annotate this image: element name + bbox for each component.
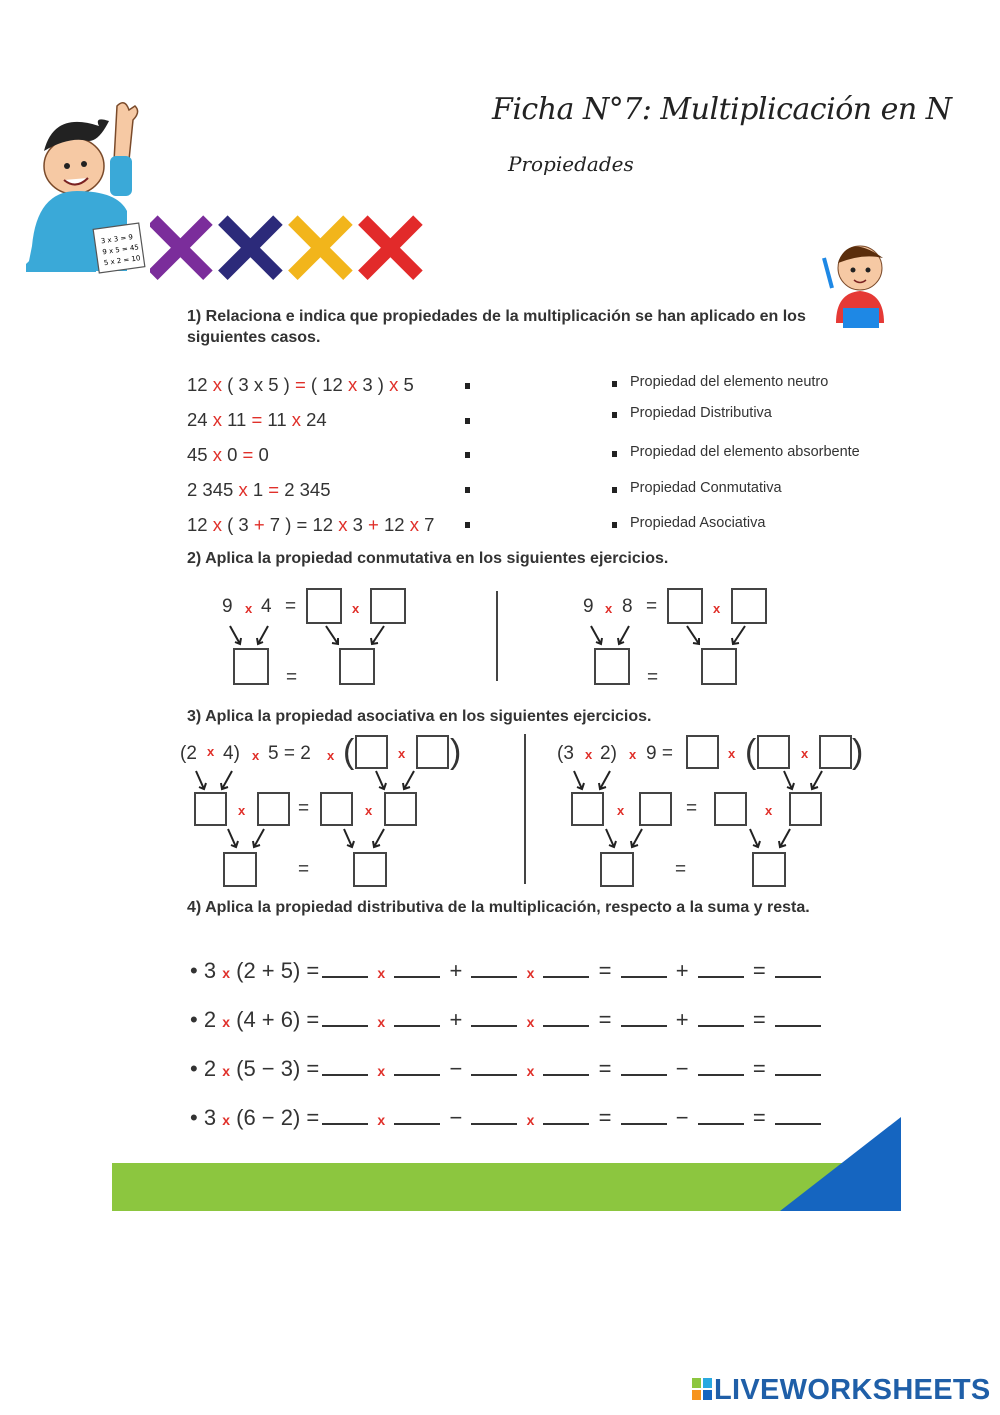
match-dot-right[interactable] [612, 451, 617, 457]
answer-blank[interactable] [471, 1011, 517, 1027]
arrows [598, 826, 798, 852]
yellow-times-icon [288, 215, 353, 280]
expression-distributive: 12 x ( 3 + 7 ) = 12 x 3 + 12 x 7 [187, 514, 435, 535]
equals-sign: = [298, 798, 310, 819]
answer-blank[interactable] [543, 1060, 589, 1076]
answer-blank[interactable] [322, 1060, 368, 1076]
match-dot-left[interactable] [465, 487, 470, 493]
match-dot-left[interactable] [465, 452, 470, 458]
answer-blank[interactable] [621, 1011, 667, 1027]
arrows [222, 622, 392, 650]
answer-box[interactable] [731, 588, 767, 624]
times-sign: x [801, 746, 809, 761]
answer-box[interactable] [233, 648, 269, 685]
answer-blank[interactable] [543, 1011, 589, 1027]
section2-heading: 2) Aplica la propiedad conmutativa en los siguientes ejercicios. [187, 550, 669, 567]
times-sign: x [398, 746, 406, 761]
answer-box[interactable] [686, 735, 719, 769]
match-dot-left[interactable] [465, 418, 470, 424]
match-dot-left[interactable] [465, 522, 470, 528]
answer-blank[interactable] [698, 1011, 744, 1027]
property-option: Propiedad Asociativa [630, 515, 766, 531]
match-dot-right[interactable] [612, 381, 617, 387]
answer-box[interactable] [339, 648, 375, 685]
svg-text:3 x 3 = 9: 3 x 3 = 9 [100, 232, 134, 246]
arrows [220, 826, 390, 852]
worksheet-title: Ficha N°7: Multiplicación en N [492, 92, 952, 127]
answer-blank[interactable] [621, 1060, 667, 1076]
worksheet-subtitle: Propiedades [508, 152, 634, 176]
match-dot-right[interactable] [612, 487, 617, 493]
times-sign: x [765, 803, 773, 818]
property-option: Propiedad Conmutativa [630, 480, 782, 496]
match-dot-right[interactable] [612, 522, 617, 528]
section1-heading: 1) Relaciona e indica que propiedades de la multiplicación se han aplicado en los siguientes casos. [187, 308, 806, 346]
times-sign: x [207, 744, 215, 759]
times-sign: x [252, 748, 260, 763]
liveworksheets-brand[interactable]: LIVEWORKSHEETS [714, 1374, 991, 1406]
times-sign: x [365, 803, 373, 818]
colored-multiplication-signs [150, 210, 435, 280]
boy-raising-hand-illustration [22, 96, 152, 281]
answer-blank[interactable] [621, 1109, 667, 1125]
arrows [188, 768, 418, 794]
answer-blank[interactable] [394, 1109, 440, 1125]
answer-blank[interactable] [621, 962, 667, 978]
answer-blank[interactable] [471, 1109, 517, 1125]
assoc-left-c: 5 = 2 [268, 743, 311, 764]
times-sign: x [713, 601, 721, 616]
section3-heading: 3) Aplica la propiedad asociativa en los siguientes ejercicios. [187, 708, 652, 725]
answer-box[interactable] [752, 852, 786, 887]
answer-blank[interactable] [394, 1060, 440, 1076]
answer-box[interactable] [789, 792, 822, 826]
answer-box[interactable] [320, 792, 353, 826]
assoc-left-a: (2 [180, 743, 197, 764]
expression-commutative: 24 x 11 = 11 x 24 [187, 409, 327, 430]
assoc-right-b: 2) [600, 743, 617, 764]
answer-box[interactable] [714, 792, 747, 826]
svg-text:5 x 2 = 10: 5 x 2 = 10 [103, 254, 141, 268]
distributive-row: • 2 x (5 − 3) = x − x = − = [190, 1056, 824, 1082]
times-sign: x [617, 803, 625, 818]
assoc-left-b: 4) [223, 743, 240, 764]
times-sign: x [238, 803, 246, 818]
times-sign: x [629, 747, 637, 762]
property-option: Propiedad Distributiva [630, 405, 772, 421]
open-paren: ( [343, 733, 355, 771]
answer-box[interactable] [370, 588, 406, 624]
answer-blank[interactable] [775, 1060, 821, 1076]
answer-box[interactable] [416, 735, 449, 769]
assoc-right-c: 9 = [646, 743, 673, 764]
answer-box[interactable] [819, 735, 852, 769]
times-sign: x [585, 747, 593, 762]
answer-blank[interactable] [394, 1011, 440, 1027]
footer-blue-triangle [780, 1117, 901, 1211]
answer-box[interactable] [571, 792, 604, 826]
commutative-right-b: 8 [622, 596, 633, 617]
svg-text:9 x 5 = 45: 9 x 5 = 45 [101, 243, 140, 257]
answer-box[interactable] [355, 735, 388, 769]
commutative-left-b: 4 [261, 596, 272, 617]
open-paren: ( [745, 733, 757, 771]
arrows [566, 768, 826, 794]
times-sign: x [327, 748, 335, 763]
distributive-row: • 3 x (2 + 5) = x + x = + = [190, 958, 824, 984]
answer-box[interactable] [353, 852, 387, 887]
property-option: Propiedad del elemento neutro [630, 374, 829, 390]
equals-sign: = [286, 667, 298, 688]
equals-sign: = [686, 798, 698, 819]
answer-blank[interactable] [698, 962, 744, 978]
answer-blank[interactable] [471, 962, 517, 978]
property-option: Propiedad del elemento absorbente [630, 444, 860, 460]
navy-times-icon [218, 215, 283, 280]
liveworksheets-logo-icon [692, 1378, 712, 1400]
answer-blank[interactable] [698, 1060, 744, 1076]
answer-blank[interactable] [775, 962, 821, 978]
answer-box[interactable] [639, 792, 672, 826]
answer-box[interactable] [257, 792, 290, 826]
match-dot-right[interactable] [612, 412, 617, 418]
expression-absorbent: 45 x 0 = 0 [187, 444, 269, 465]
times-sign: x [605, 601, 613, 616]
answer-box[interactable] [384, 792, 417, 826]
match-dot-left[interactable] [465, 383, 470, 389]
close-paren: ) [450, 733, 462, 771]
expression-associative: 12 x ( 3 x 5 ) = ( 12 x 3 ) x 5 [187, 374, 414, 395]
expression-neutral: 2 345 x 1 = 2 345 [187, 479, 331, 500]
answer-box[interactable] [594, 648, 630, 685]
equals-sign: = [675, 859, 687, 880]
answer-box[interactable] [757, 735, 790, 769]
divider-line [496, 591, 498, 681]
times-sign: x [245, 601, 253, 616]
commutative-left-a: 9 [222, 596, 233, 617]
answer-blank[interactable] [394, 962, 440, 978]
answer-blank[interactable] [322, 1109, 368, 1125]
times-sign: x [352, 601, 360, 616]
answer-blank[interactable] [322, 962, 368, 978]
commutative-right-a: 9 [583, 596, 594, 617]
distributive-row: • 3 x (6 − 2) = x − x = − = [190, 1105, 824, 1131]
answer-blank[interactable] [543, 962, 589, 978]
equals-sign: = [298, 859, 310, 880]
divider-line [524, 734, 526, 884]
equals-sign: = [646, 596, 658, 617]
answer-box[interactable] [194, 792, 227, 826]
answer-blank[interactable] [698, 1109, 744, 1125]
purple-times-icon [150, 215, 213, 280]
answer-box[interactable] [667, 588, 703, 624]
answer-box[interactable] [306, 588, 342, 624]
answer-blank[interactable] [322, 1011, 368, 1027]
answer-box[interactable] [701, 648, 737, 685]
answer-blank[interactable] [775, 1011, 821, 1027]
section4-heading: 4) Aplica la propiedad distributiva de la multiplicación, respecto a la suma y resta. [187, 899, 810, 916]
distributive-row: • 2 x (4 + 6) = x + x = + = [190, 1007, 824, 1033]
answer-blank[interactable] [471, 1060, 517, 1076]
arrows [583, 622, 753, 650]
times-sign: x [728, 746, 736, 761]
assoc-right-a: (3 [557, 743, 574, 764]
answer-blank[interactable] [543, 1109, 589, 1125]
close-paren: ) [852, 733, 864, 771]
equals-sign: = [285, 596, 297, 617]
red-times-icon [358, 215, 423, 280]
equals-sign: = [647, 667, 659, 688]
answer-box[interactable] [600, 852, 634, 887]
answer-box[interactable] [223, 852, 257, 887]
